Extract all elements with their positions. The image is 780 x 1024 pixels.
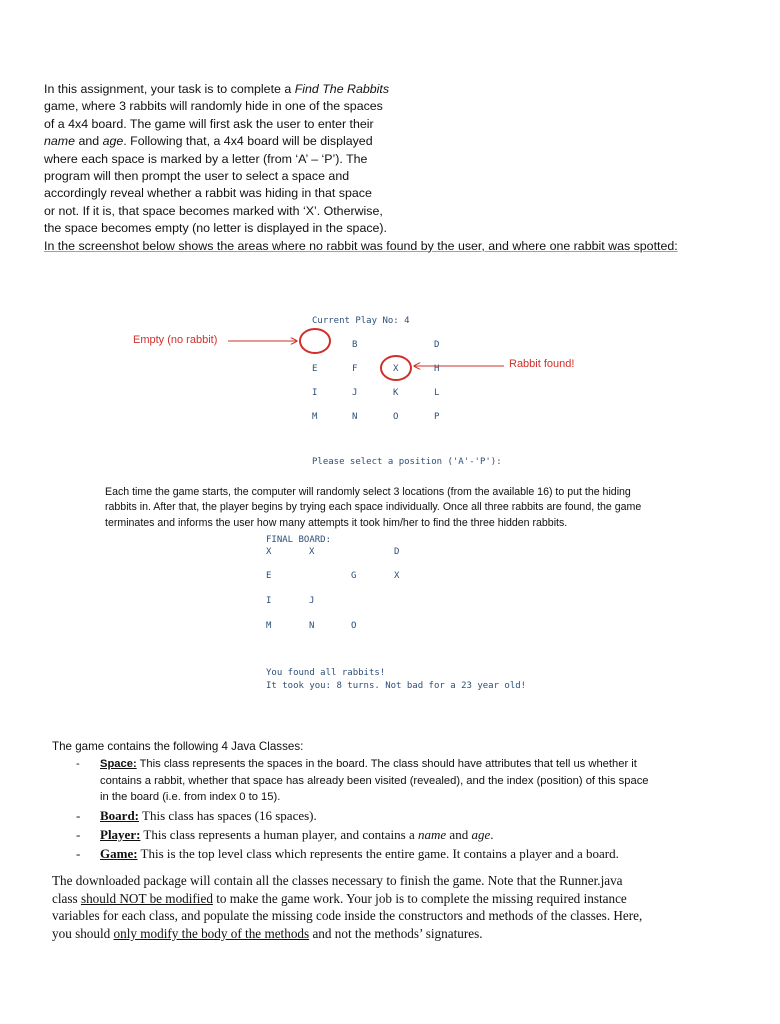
instructions-line: [52, 925, 742, 943]
board-cell-f: F: [352, 364, 358, 374]
current-play-header: Current Play No: 4: [312, 316, 410, 326]
annotation-found-label: Rabbit found!: [509, 358, 575, 370]
board-cell-j: J: [352, 388, 358, 398]
list-dash: -: [76, 826, 81, 842]
board-cell-l: L: [434, 388, 440, 398]
name-term: name: [44, 134, 75, 149]
class-item-player: [52, 825, 742, 844]
rules-line: terminates and informs the user how many attempts it took him/her to find the three hidden rabbits.: [105, 516, 568, 529]
class-item-game: [52, 844, 742, 863]
board-cell-e: E: [312, 364, 318, 374]
instructions-text: class: [52, 890, 81, 906]
age-term: age: [102, 134, 124, 149]
board-cell-m: M: [312, 412, 318, 422]
final-cell-h: X: [394, 571, 400, 581]
intro-text: and: [75, 134, 103, 149]
classes-section: [52, 739, 742, 863]
board-class-name: Board:: [100, 807, 139, 823]
intro-line: where each space is marked by a letter (from ‘A’ – ‘P’). The: [44, 151, 368, 166]
game-title: Find The Rabbits: [294, 82, 390, 96]
intro-line: program will then prompt the user to select a space and: [44, 169, 350, 184]
intro-line: the space becomes empty (no letter is displayed in the space).: [44, 221, 387, 236]
instructions-line: The downloaded package will contain all the classes necessary to finish the game. Note that the Runner.java: [52, 873, 623, 888]
final-cell-g: G: [351, 571, 357, 581]
player-name-term: name: [418, 826, 447, 842]
board-cell-h: H: [434, 364, 440, 374]
instructions-text: to make the game work. Your job is to complete the missing required instance: [212, 890, 627, 906]
final-cell-n: N: [309, 621, 315, 631]
final-cell-d: D: [394, 547, 400, 557]
space-class-desc: contains a rabbit, whether that space has already been visited (revealed), and the index (position) of this space: [100, 774, 649, 787]
should-not-modify-note: should NOT be modified: [80, 890, 213, 906]
class-item-space: [52, 756, 742, 806]
final-cell-j: J: [309, 596, 315, 606]
instructions-text: and not the methods’ signatures.: [309, 925, 483, 941]
game-class-desc: This is the top level class which represents the entire game. It contains a player and a board.: [137, 845, 619, 861]
intro-line: of a 4x4 board. The game will first ask the user to enter their: [44, 116, 374, 131]
board-cell-k: K: [393, 388, 399, 398]
game-rules-paragraph: [105, 485, 705, 531]
modify-body-note: only modify the body of the methods: [113, 925, 310, 941]
space-class-desc: This class represents the spaces in the board. The class should have attributes that tell us whether it: [136, 758, 637, 770]
intro-line-screenshot-note: In the screenshot below shows the areas where no rabbit was found by the user, and where one rabbit was spotted:: [44, 238, 678, 253]
found-space-circle: [381, 356, 411, 380]
player-class-desc: This class represents a human player, and contains a: [140, 826, 418, 842]
annotation-empty-label: Empty (no rabbit): [133, 334, 218, 346]
final-cell-i: I: [266, 596, 272, 606]
board-cell-b: B: [352, 340, 358, 350]
board-cell-p: P: [434, 412, 440, 422]
empty-space-circle: [300, 329, 330, 353]
instructions-paragraph: [52, 872, 742, 942]
final-cell-e: E: [266, 571, 272, 581]
player-age-term: age: [471, 826, 491, 842]
final-cell-o: O: [351, 621, 357, 631]
final-cell-m: M: [266, 621, 272, 631]
final-cell-a: X: [266, 547, 272, 557]
rules-line: Each time the game starts, the computer will randomly select 3 locations (from the available 16) to put the hiding: [105, 486, 631, 498]
found-all-message: You found all rabbits!: [266, 668, 386, 678]
list-dash: -: [76, 807, 81, 823]
board-cell-i: I: [312, 388, 318, 398]
space-class-name: Space:: [100, 758, 137, 770]
classes-heading: The game contains the following 4 Java Classes:: [52, 740, 304, 753]
player-class-desc: and: [446, 826, 472, 842]
instructions-line: [52, 890, 742, 908]
intro-line: or not. If it is, that space becomes marked with ‘X’. Otherwise,: [44, 203, 383, 218]
rules-line: rabbits in. After that, the player begins by trying each space individually. Once all three rabbits are found, the game: [105, 501, 642, 514]
board-cell-d: D: [434, 340, 440, 350]
list-dash: -: [76, 845, 81, 861]
board-cell-o: O: [393, 412, 399, 422]
intro-text: In this assignment, your task is to complete a: [44, 82, 295, 96]
player-class-name: Player:: [100, 826, 141, 842]
list-dash: -: [76, 758, 80, 770]
instructions-line: variables for each class, and populate the missing code inside the constructors and methods of the classes. Here,: [52, 908, 643, 924]
final-cell-b: X: [309, 547, 315, 557]
class-item-board: [52, 806, 742, 825]
board-cell-g-found: X: [393, 364, 399, 374]
instructions-text: you should: [52, 925, 114, 941]
turns-message: It took you: 8 turns. Not bad for a 23 year old!: [266, 681, 527, 691]
intro-text: . Following that, a 4x4 board will be displayed: [123, 134, 373, 149]
intro-line: game, where 3 rabbits will randomly hide in one of the spaces: [44, 99, 383, 114]
position-prompt: Please select a position ('A'-'P'):: [312, 457, 502, 467]
game-class-name: Game:: [100, 845, 138, 861]
board-cell-n: N: [352, 412, 358, 422]
intro-line: accordingly reveal whether a rabbit was hiding in that space: [44, 186, 372, 201]
board-class-desc: This class has spaces (16 spaces).: [139, 807, 317, 823]
player-class-desc: .: [490, 826, 494, 842]
space-class-desc: in the board (i.e. from index 0 to 15).: [100, 791, 281, 803]
final-board-header: FINAL BOARD:: [266, 535, 332, 545]
